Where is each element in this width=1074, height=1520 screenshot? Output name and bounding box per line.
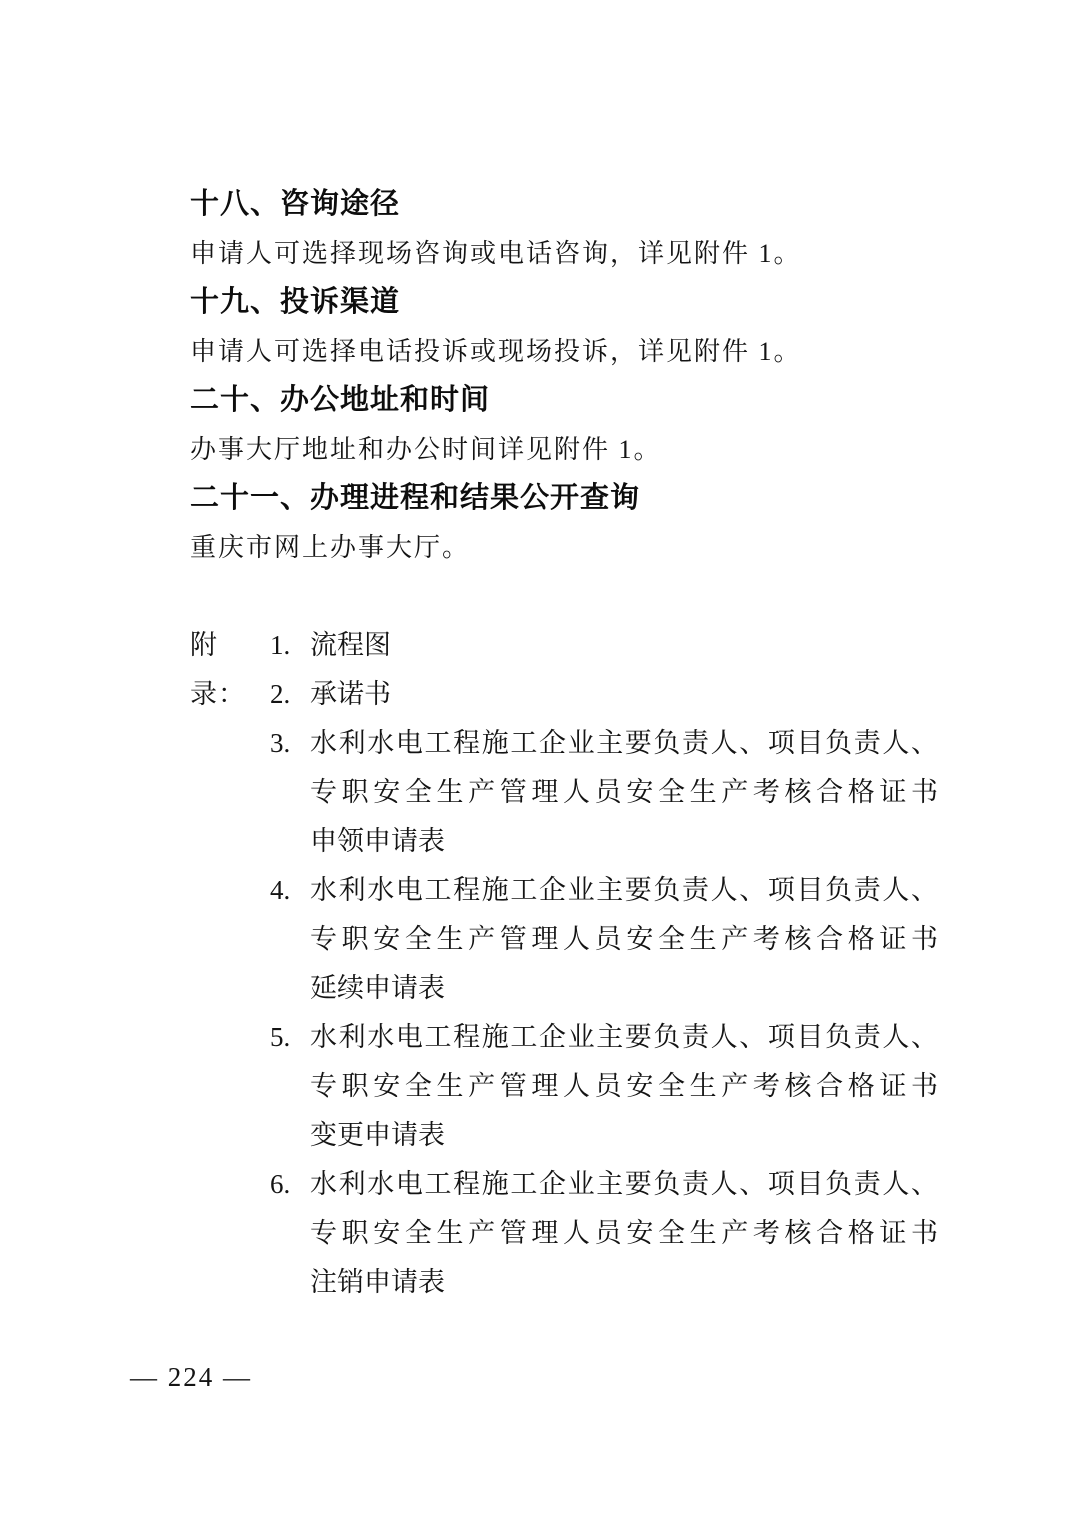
appendix-item-number: 5. bbox=[270, 1022, 291, 1052]
appendix-item-line: 水利水电工程施工企业主要负责人、项目负责人、 bbox=[310, 1169, 938, 1199]
section-consultation bbox=[190, 180, 950, 278]
appendix-item-line: 承诺书 bbox=[310, 679, 391, 709]
section-office-address bbox=[190, 376, 950, 474]
appendix-item-line: 水利水电工程施工企业主要负责人、项目负责人、 bbox=[310, 1022, 938, 1052]
appendix-item-text bbox=[310, 1013, 938, 1160]
section-heading: 十九、投诉渠道 bbox=[190, 286, 401, 318]
appendix-item-number: 4. bbox=[270, 875, 291, 905]
appendix-list bbox=[190, 621, 950, 1307]
appendix-item-3 bbox=[270, 719, 950, 866]
section-complaint bbox=[190, 278, 950, 376]
appendix-item-text bbox=[310, 670, 938, 719]
section-body: 重庆市网上办事大厅。 bbox=[190, 533, 471, 562]
appendix-item-text bbox=[310, 621, 938, 670]
appendix-item-line: 延续申请表 bbox=[310, 973, 445, 1003]
appendix-item-4 bbox=[270, 866, 950, 1013]
appendix-item-text bbox=[310, 1160, 938, 1307]
appendix-item-number: 6. bbox=[270, 1169, 291, 1199]
appendix-item-number: 2. bbox=[270, 679, 291, 709]
appendix-item-text bbox=[310, 719, 938, 866]
appendix-item-line: 申领申请表 bbox=[310, 826, 445, 856]
appendix-item-1 bbox=[270, 621, 950, 670]
appendix-item-line: 专职安全生产管理人员安全生产考核合格证书 bbox=[310, 924, 938, 954]
section-heading: 二十、办公地址和时间 bbox=[190, 384, 491, 416]
section-body: 申请人可选择电话投诉或现场投诉，详见附件 1。 bbox=[190, 337, 802, 366]
appendix-item-line: 注销申请表 bbox=[310, 1267, 445, 1297]
page-number: — 224 — bbox=[130, 1362, 252, 1392]
appendix-item-6 bbox=[270, 1160, 950, 1307]
appendix-label: 附录： bbox=[190, 630, 246, 709]
appendix-item-text bbox=[310, 866, 938, 1013]
appendix-item-line: 专职安全生产管理人员安全生产考核合格证书 bbox=[310, 1218, 938, 1248]
appendix-item-line: 专职安全生产管理人员安全生产考核合格证书 bbox=[310, 1071, 938, 1101]
appendix-item-line: 水利水电工程施工企业主要负责人、项目负责人、 bbox=[310, 875, 938, 905]
appendix-item-line: 流程图 bbox=[310, 630, 391, 660]
section-body: 办事大厅地址和办公时间详见附件 1。 bbox=[190, 435, 662, 464]
section-heading: 十八、咨询途径 bbox=[190, 188, 401, 220]
appendix-item-line: 专职安全生产管理人员安全生产考核合格证书 bbox=[310, 777, 938, 807]
appendix-item-2 bbox=[270, 670, 950, 719]
page-content bbox=[190, 180, 950, 1307]
appendix-item-line: 变更申请表 bbox=[310, 1120, 445, 1150]
section-heading: 二十一、办理进程和结果公开查询 bbox=[190, 482, 641, 514]
appendix-item-number: 1. bbox=[270, 630, 291, 660]
appendix-item-5 bbox=[270, 1013, 950, 1160]
section-progress-query bbox=[190, 474, 950, 572]
appendix-item-line: 水利水电工程施工企业主要负责人、项目负责人、 bbox=[310, 728, 938, 758]
section-body: 申请人可选择现场咨询或电话咨询，详见附件 1。 bbox=[190, 239, 802, 268]
appendix-item-number: 3. bbox=[270, 728, 291, 758]
